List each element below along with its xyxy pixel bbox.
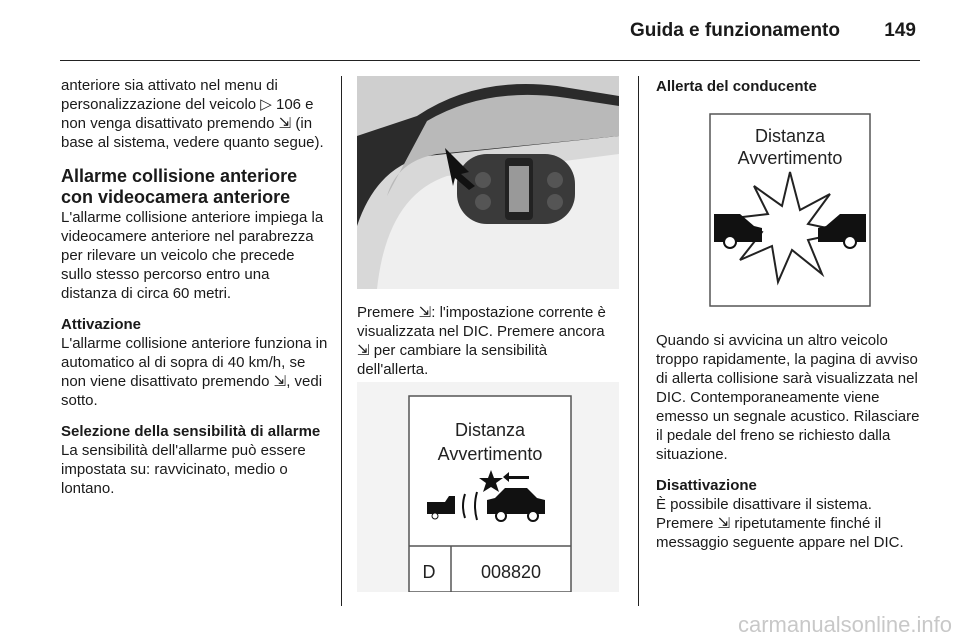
dic-collision-alert-screen (700, 110, 880, 310)
subheading-deactivation: Disattivazione (656, 477, 757, 494)
screen-title-1: Distanza (754, 126, 826, 146)
column-divider-2 (638, 76, 639, 606)
screen-title-2: Avvertimento (437, 444, 543, 464)
header-rule (60, 60, 920, 61)
column-1 (61, 76, 329, 498)
page-header (0, 0, 960, 60)
paragraph: Premere ⇲: l'impostazione corrente è visualizzata nel DIC. Premere ancora ⇲ per cambiare la sensibilità dell'allerta. (357, 304, 606, 378)
page-number: 149 (884, 20, 916, 41)
watermark: carmanualsonline.info (737, 612, 952, 637)
dic-sensitivity-screen (357, 382, 619, 592)
paragraph: È possibile disattivare il sistema. Premere ⇲ ripetutamente finché il messaggio seguente appare nel DIC. (656, 496, 904, 551)
odometer: 008820 (480, 562, 542, 582)
steering-wheel-illustration (357, 76, 619, 289)
column-3-text (656, 331, 926, 552)
paragraph: La sensibilità dell'allarme può essere impostata su: ravvicinato, medio o lontano. (61, 442, 306, 497)
gear-indicator: D (422, 562, 436, 582)
paragraph: Quando si avvicina un altro veicolo troppo rapidamente, la pagina di avviso di allerta collisione sarà visualizzata nel DIC. Contemporaneamente viene emesso un segnale acustico. Rilasciare il pedale del freno se richiesto dalla situazione. (656, 332, 920, 463)
screen-title-1: Distanza (454, 420, 526, 440)
screen-title-2: Avvertimento (737, 148, 843, 168)
section-title: Guida e funzionamento (629, 20, 840, 41)
intro-paragraph: anteriore sia attivato nel menu di personalizzazione del veicolo ▷ 106 e non venga disattivato premendo ⇲ (in base al sistema, vedere quanto segue). (61, 77, 324, 151)
subheading-activation: Attivazione (61, 316, 142, 333)
subheading-sensitivity: Selezione della sensibilità di allarme (61, 423, 321, 440)
paragraph: L'allarme collisione anteriore funziona in automatico al di sopra di 40 km/h, se non viene disattivato premendo ⇲, vedi sotto. (61, 335, 328, 409)
paragraph: L'allarme collisione anteriore impiega la videocamere anteriore nel parabrezza per rilevare un veicolo che precede sullo stesso percorso entro una distanza di circa 60 metri. (61, 209, 324, 302)
column-divider-1 (341, 76, 342, 606)
section-heading: Allarme collisione anteriore con videocamera anteriore (61, 166, 298, 207)
column-2-text (357, 303, 619, 379)
driver-alert-heading: Allerta del conducente (656, 78, 817, 95)
